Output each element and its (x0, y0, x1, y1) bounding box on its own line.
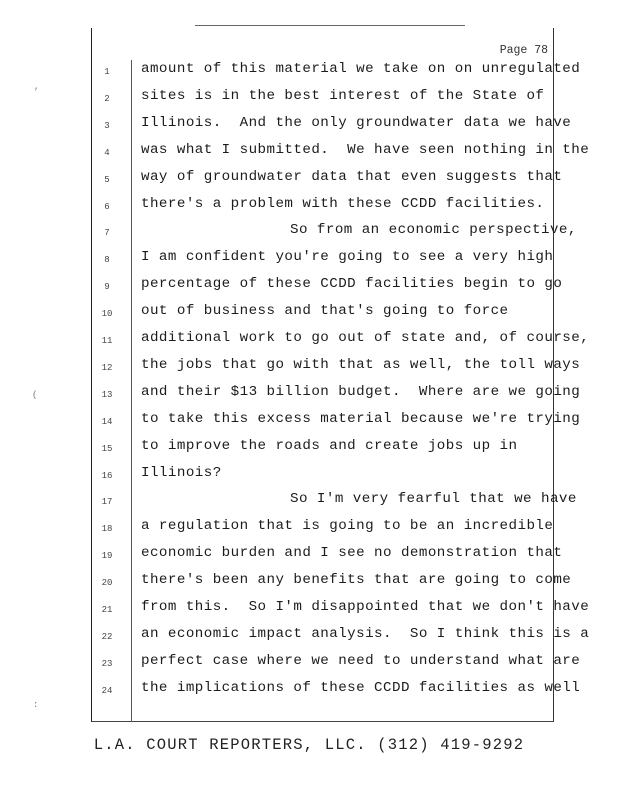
line-number: 24 (101, 685, 113, 696)
line-text: there's a problem with these CCDD facilities. (141, 195, 545, 212)
transcript-line (91, 356, 581, 381)
line-text: out of business and that's going to force (141, 303, 509, 320)
line-text: So from an economic perspective, (290, 222, 577, 239)
line-number: 21 (101, 605, 113, 615)
line-text: the implications of these CCDD facilities as well (141, 679, 581, 696)
top-rule (195, 25, 465, 26)
line-number: 15 (101, 443, 113, 454)
line-text: Illinois. And the only groundwater data we have (141, 114, 572, 131)
transcript-line (91, 438, 554, 462)
line-number: 3 (104, 120, 110, 131)
transcript-line (91, 168, 563, 193)
line-number: 5 (104, 174, 110, 185)
transcript-line (91, 383, 581, 408)
transcript-line (91, 652, 581, 677)
transcript-line (91, 114, 572, 139)
line-number: 20 (101, 578, 113, 589)
line-text: the jobs that go with that as well, the toll ways (141, 356, 581, 373)
page-number: Page 78 (499, 44, 548, 57)
line-number: 8 (104, 255, 110, 266)
line-number: 19 (101, 551, 113, 562)
line-text: So I'm very fearful that we have (290, 491, 577, 508)
line-number: 12 (101, 362, 113, 373)
line-text: to take this excess material because we're trying (141, 410, 581, 427)
scan-mark: , (34, 82, 40, 92)
line-text: from this. So I'm disappointed that we don't have (141, 599, 590, 615)
line-number: 14 (101, 416, 113, 427)
scan-mark: ( (32, 390, 38, 400)
line-text: perfect case where we need to understand what are (141, 652, 581, 669)
transcript-line (91, 545, 563, 569)
line-number: 4 (104, 147, 110, 158)
line-number: 17 (101, 497, 113, 508)
transcript-line (91, 276, 563, 300)
line-text: economic burden and I see no demonstration that (141, 545, 563, 562)
line-text: a regulation that is going to be an incredible (141, 518, 554, 535)
transcript-line (91, 625, 590, 650)
line-number: 7 (104, 228, 110, 239)
line-text: percentage of these CCDD facilities begin to go (141, 276, 563, 293)
reporter-footer: L.A. COURT REPORTERS, LLC. (312) 419-9292 (93, 736, 525, 754)
transcript-line (91, 303, 554, 327)
line-text: Illinois? (141, 464, 222, 481)
line-text: I am confident you're going to see a very high (141, 249, 554, 266)
line-text: was what I submitted. We have seen nothing in the (141, 141, 590, 158)
line-text: additional work to go out of state and, of course, (141, 330, 590, 346)
transcript-line (91, 330, 590, 354)
line-text: sites is in the best interest of the State of (141, 87, 545, 104)
transcript-line (91, 679, 581, 704)
transcript-line (91, 518, 554, 542)
transcript-line (91, 572, 572, 596)
transcript-line (91, 249, 554, 273)
transcript-line (91, 141, 590, 166)
transcript-line (91, 465, 554, 489)
transcript-line (91, 61, 581, 85)
line-text: there's been any benefits that are going to come (141, 572, 572, 589)
line-number: 23 (101, 658, 113, 669)
line-text: an economic impact analysis. So I think this is a (141, 625, 590, 642)
transcript-line (91, 196, 554, 220)
line-number: 18 (101, 524, 113, 535)
line-text: amount of this material we take on on unregulated (141, 61, 581, 77)
line-number: 1 (104, 67, 110, 77)
line-number: 10 (101, 309, 113, 320)
line-number: 16 (101, 470, 113, 481)
transcript-line (91, 222, 577, 246)
scan-mark: : (33, 700, 39, 710)
line-number: 6 (104, 201, 110, 212)
transcript-line (91, 599, 590, 623)
line-number: 13 (101, 389, 113, 400)
transcript-line (91, 88, 554, 112)
line-number: 11 (101, 336, 113, 346)
line-text: and their $13 billion budget. Where are we going (141, 383, 581, 400)
transcript-line (91, 491, 577, 515)
transcript-line (91, 410, 581, 435)
line-number: 22 (101, 631, 113, 642)
line-text: to improve the roads and create jobs up in (141, 437, 518, 454)
line-number: 9 (104, 282, 110, 293)
line-text: way of groundwater data that even suggests that (141, 168, 563, 185)
line-number: 2 (104, 93, 110, 104)
